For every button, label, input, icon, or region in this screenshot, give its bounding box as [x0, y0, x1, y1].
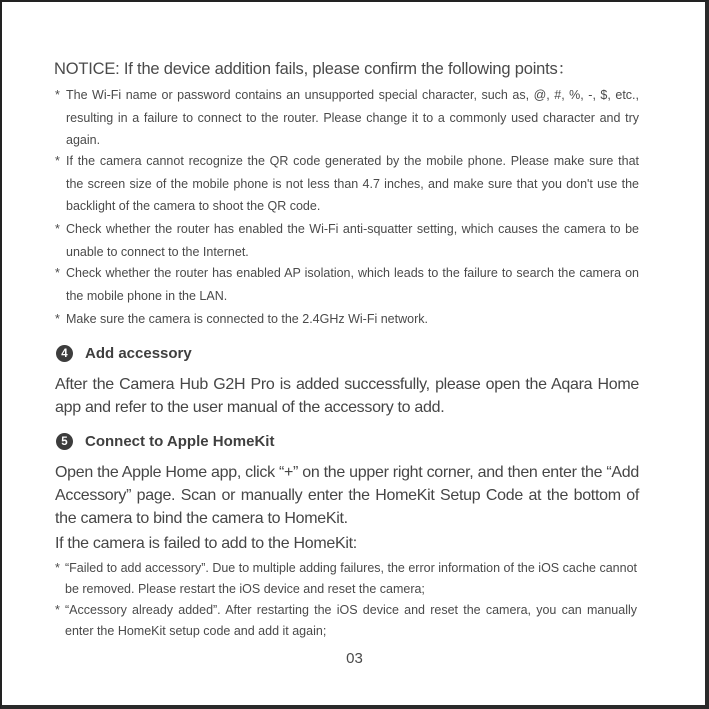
page-number: 03 [346, 650, 363, 667]
asterisk-bullet-icon: * [55, 312, 60, 326]
homekit-failure-text: “Failed to add accessory”. Due to multiple adding failures, the error information of the iOS cache cannot be removed. Please restart the iOS device and reset the camera; [65, 561, 637, 596]
notice-item [55, 218, 639, 263]
section-body: Open the Apple Home app, click “+” on the upper right corner, and then enter the “Add Accessory” page. Scan or manually enter the HomeKit Setup Code at the bottom of the camera to bind the camera to HomeKit. [55, 464, 639, 527]
section-subheading: If the camera is failed to add to the HomeKit: [55, 535, 357, 552]
asterisk-bullet-icon: * [55, 222, 60, 236]
notice-title: NOTICE: If the device addition fails, please confirm the following points： [54, 60, 574, 78]
step-number-5-icon: 5 [56, 433, 73, 450]
homekit-failure-item [55, 600, 637, 642]
notice-item-text: Check whether the router has enabled AP isolation, which leads to the failure to search the camera on the mobile phone in the LAN. [66, 266, 639, 303]
asterisk-bullet-icon: * [55, 154, 60, 168]
homekit-failure-text: “Accessory already added”. After restarting the iOS device and reset the camera, you can manually enter the HomeKit setup code and add it again; [65, 603, 637, 638]
notice-item [55, 262, 639, 307]
notice-item-text: Make sure the camera is connected to the 2.4GHz Wi-Fi network. [66, 312, 428, 326]
notice-item [55, 150, 639, 218]
asterisk-bullet-icon: * [55, 561, 60, 575]
asterisk-bullet-icon: * [55, 603, 60, 617]
step-number-4-icon: 4 [56, 345, 73, 362]
homekit-failure-item [55, 558, 637, 600]
notice-item-text: If the camera cannot recognize the QR code generated by the mobile phone. Please make sure that the screen size of the mobile phone is not less than 4.7 inches, and make sure that you don't use the backlight of the camera to shoot the QR code. [66, 154, 639, 213]
section-title: Connect to Apple HomeKit [85, 433, 275, 450]
section-body: After the Camera Hub G2H Pro is added successfully, please open the Aqara Home app and refer to the user manual of the accessory to add. [55, 376, 639, 416]
notice-item-text: Check whether the router has enabled the Wi-Fi anti-squatter setting, which causes the camera to be unable to connect to the Internet. [66, 222, 639, 259]
notice-item [55, 308, 639, 331]
asterisk-bullet-icon: * [55, 88, 60, 102]
section-title: Add accessory [85, 345, 192, 362]
notice-item-text: The Wi-Fi name or password contains an unsupported special character, such as, @, #, %, -, $, etc., resulting in a failure to connect to the router. Please change it to a commonly used character and try again. [66, 88, 639, 147]
section-heading-add-accessory [56, 345, 192, 362]
notice-item [55, 84, 639, 152]
section-heading-connect-homekit [56, 433, 274, 450]
asterisk-bullet-icon: * [55, 266, 60, 280]
